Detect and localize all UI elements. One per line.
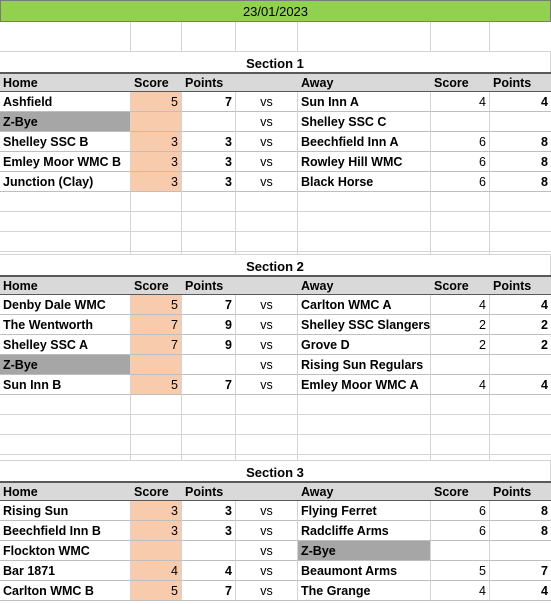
vs-cell[interactable]: vs [236, 112, 298, 132]
home-points-cell[interactable]: 7 [182, 295, 236, 315]
home-points-cell[interactable] [182, 355, 236, 375]
fixture-row [0, 172, 551, 192]
empty-cell[interactable] [490, 192, 551, 212]
away-team-cell[interactable]: Shelley SSC C [298, 112, 431, 132]
away-points-cell[interactable]: 8 [490, 501, 551, 521]
vs-cell[interactable]: vs [236, 92, 298, 112]
away-score-cell[interactable]: 4 [431, 375, 490, 395]
home-points-cell[interactable]: 3 [182, 172, 236, 192]
home-score-cell[interactable]: 3 [131, 152, 182, 172]
header-home[interactable]: Home [0, 277, 131, 295]
empty-cell[interactable] [298, 232, 431, 252]
home-team-cell[interactable]: Carlton WMC B [0, 581, 131, 601]
fixture-row [0, 132, 551, 152]
home-team-cell[interactable]: Rising Sun [0, 501, 131, 521]
away-points-cell[interactable] [490, 355, 551, 375]
header-away-score[interactable]: Score [431, 483, 490, 501]
empty-cell[interactable] [131, 192, 182, 212]
empty-cell[interactable] [431, 415, 490, 435]
home-team-cell[interactable]: Junction (Clay) [0, 172, 131, 192]
empty-cell[interactable] [131, 415, 182, 435]
fixture-row [0, 541, 551, 561]
empty-cell[interactable] [0, 395, 131, 415]
section-title-row [0, 255, 551, 275]
away-points-cell[interactable] [490, 112, 551, 132]
empty-cell[interactable] [298, 395, 431, 415]
away-score-cell[interactable] [431, 112, 490, 132]
away-points-cell[interactable]: 2 [490, 335, 551, 355]
section-title-row [0, 52, 551, 72]
away-team-cell[interactable]: Rising Sun Regulars [298, 355, 431, 375]
column-header-row [0, 72, 551, 92]
away-team-cell[interactable]: Flying Ferret [298, 501, 431, 521]
away-points-cell[interactable]: 8 [490, 172, 551, 192]
empty-cell[interactable] [490, 415, 551, 435]
home-points-cell[interactable]: 3 [182, 132, 236, 152]
away-points-cell[interactable]: 4 [490, 295, 551, 315]
empty-cell[interactable] [490, 395, 551, 415]
column-header-row [0, 481, 551, 501]
away-team-cell[interactable]: Beechfield Inn A [298, 132, 431, 152]
home-points-cell[interactable] [182, 112, 236, 132]
empty-cell[interactable] [236, 22, 298, 52]
away-team-cell[interactable]: Carlton WMC A [298, 295, 431, 315]
header-vs[interactable] [236, 483, 298, 501]
fixture-row [0, 501, 551, 521]
empty-cell[interactable] [182, 22, 236, 52]
empty-cell[interactable] [298, 435, 431, 455]
home-team-cell[interactable]: Beechfield Inn B [0, 521, 131, 541]
empty-cell[interactable] [236, 415, 298, 435]
empty-cell[interactable] [431, 435, 490, 455]
header-away[interactable]: Away [298, 277, 431, 295]
header-home-score[interactable]: Score [131, 483, 182, 501]
home-team-cell[interactable]: Emley Moor WMC B [0, 152, 131, 172]
away-team-cell[interactable]: Beaumont Arms [298, 561, 431, 581]
away-score-cell[interactable]: 6 [431, 152, 490, 172]
vs-cell[interactable]: vs [236, 375, 298, 395]
empty-cell[interactable] [182, 192, 236, 212]
vs-cell[interactable]: vs [236, 152, 298, 172]
empty-cell[interactable] [298, 212, 431, 232]
blank-row [0, 435, 551, 455]
header-away[interactable]: Away [298, 74, 431, 92]
header-home-score[interactable]: Score [131, 277, 182, 295]
home-score-cell[interactable]: 3 [131, 172, 182, 192]
away-score-cell[interactable] [431, 355, 490, 375]
section-title-row [0, 461, 551, 481]
home-points-cell[interactable]: 7 [182, 581, 236, 601]
away-score-cell[interactable]: 4 [431, 581, 490, 601]
away-score-cell[interactable]: 2 [431, 335, 490, 355]
away-score-cell[interactable]: 6 [431, 521, 490, 541]
vs-cell[interactable]: vs [236, 132, 298, 152]
empty-cell[interactable] [0, 22, 131, 52]
vs-cell[interactable]: vs [236, 501, 298, 521]
header-home-score[interactable]: Score [131, 74, 182, 92]
home-points-cell[interactable]: 9 [182, 335, 236, 355]
empty-cell[interactable] [431, 395, 490, 415]
blank-row [0, 192, 551, 212]
empty-cell[interactable] [131, 435, 182, 455]
vs-cell[interactable]: vs [236, 172, 298, 192]
empty-cell[interactable] [131, 22, 182, 52]
date-label: 23/01/2023 [242, 3, 309, 19]
home-score-cell[interactable] [131, 112, 182, 132]
home-points-cell[interactable]: 3 [182, 521, 236, 541]
home-team-cell[interactable]: Z-Bye [0, 112, 131, 132]
home-team-cell[interactable]: Flockton WMC [0, 541, 131, 561]
empty-cell[interactable] [182, 435, 236, 455]
vs-cell[interactable]: vs [236, 561, 298, 581]
empty-cell[interactable] [182, 232, 236, 252]
away-score-cell[interactable]: 2 [431, 315, 490, 335]
empty-cell[interactable] [431, 212, 490, 232]
away-team-cell[interactable]: Radcliffe Arms [298, 521, 431, 541]
home-points-cell[interactable]: 3 [182, 501, 236, 521]
away-points-cell[interactable]: 4 [490, 92, 551, 112]
fixture-row [0, 315, 551, 335]
vs-cell[interactable]: vs [236, 541, 298, 561]
section-title[interactable]: Section 2 [0, 255, 551, 275]
blank-row [0, 212, 551, 232]
away-points-cell[interactable]: 7 [490, 561, 551, 581]
empty-cell[interactable] [182, 212, 236, 232]
fixture-row [0, 152, 551, 172]
section-title[interactable]: Section 3 [0, 461, 551, 481]
away-team-cell[interactable]: Black Horse [298, 172, 431, 192]
away-score-cell[interactable] [431, 541, 490, 561]
header-away-points[interactable]: Points [490, 74, 551, 92]
away-points-cell[interactable] [490, 541, 551, 561]
header-away-score[interactable]: Score [431, 277, 490, 295]
home-points-cell[interactable]: 7 [182, 375, 236, 395]
fixture-row [0, 355, 551, 375]
away-score-cell[interactable]: 6 [431, 172, 490, 192]
empty-cell[interactable] [236, 192, 298, 212]
home-score-cell[interactable]: 3 [131, 132, 182, 152]
empty-cell[interactable] [236, 435, 298, 455]
away-team-cell[interactable]: Emley Moor WMC A [298, 375, 431, 395]
empty-cell[interactable] [0, 435, 131, 455]
away-points-cell[interactable]: 4 [490, 375, 551, 395]
vs-cell[interactable]: vs [236, 521, 298, 541]
fixture-row [0, 92, 551, 112]
empty-cell[interactable] [0, 415, 131, 435]
home-team-cell[interactable]: Ashfield [0, 92, 131, 112]
empty-cell[interactable] [0, 212, 131, 232]
vs-cell[interactable]: vs [236, 315, 298, 335]
empty-cell[interactable] [490, 212, 551, 232]
header-vs[interactable] [236, 74, 298, 92]
away-points-cell[interactable]: 4 [490, 581, 551, 601]
header-away-score[interactable]: Score [431, 74, 490, 92]
home-score-cell[interactable]: 5 [131, 375, 182, 395]
away-score-cell[interactable]: 6 [431, 501, 490, 521]
empty-cell[interactable] [182, 395, 236, 415]
empty-cell[interactable] [298, 192, 431, 212]
away-score-cell[interactable]: 4 [431, 92, 490, 112]
empty-cell[interactable] [298, 22, 431, 52]
home-score-cell[interactable]: 7 [131, 335, 182, 355]
empty-cell[interactable] [131, 232, 182, 252]
empty-cell[interactable] [236, 212, 298, 232]
home-points-cell[interactable]: 3 [182, 152, 236, 172]
away-team-cell[interactable]: The Grange [298, 581, 431, 601]
empty-cell[interactable] [0, 192, 131, 212]
empty-cell[interactable] [490, 232, 551, 252]
fixture-row [0, 375, 551, 395]
header-home-points[interactable]: Points [182, 483, 236, 501]
header-home-points[interactable]: Points [182, 74, 236, 92]
fixture-row [0, 112, 551, 132]
away-team-cell[interactable]: Z-Bye [298, 541, 431, 561]
home-points-cell[interactable]: 7 [182, 92, 236, 112]
home-score-cell[interactable]: 3 [131, 521, 182, 541]
blank-row [0, 232, 551, 252]
home-score-cell[interactable] [131, 541, 182, 561]
home-score-cell[interactable]: 7 [131, 315, 182, 335]
away-team-cell[interactable]: Sun Inn A [298, 92, 431, 112]
home-team-cell[interactable]: Denby Dale WMC [0, 295, 131, 315]
empty-cell[interactable] [431, 22, 490, 52]
header-home[interactable]: Home [0, 74, 131, 92]
away-team-cell[interactable]: Rowley Hill WMC [298, 152, 431, 172]
home-score-cell[interactable]: 5 [131, 581, 182, 601]
away-points-cell[interactable]: 2 [490, 315, 551, 335]
empty-cell[interactable] [0, 232, 131, 252]
away-score-cell[interactable]: 6 [431, 132, 490, 152]
fixture-row [0, 581, 551, 601]
header-vs[interactable] [236, 277, 298, 295]
vs-cell[interactable]: vs [236, 335, 298, 355]
away-team-cell[interactable]: Grove D [298, 335, 431, 355]
header-home[interactable]: Home [0, 483, 131, 501]
fixture-row [0, 335, 551, 355]
home-points-cell[interactable]: 9 [182, 315, 236, 335]
empty-cell[interactable] [490, 22, 551, 52]
header-away-points[interactable]: Points [490, 277, 551, 295]
empty-cell[interactable] [236, 395, 298, 415]
section-title[interactable]: Section 1 [0, 52, 551, 72]
fixture-row [0, 295, 551, 315]
header-away-points[interactable]: Points [490, 483, 551, 501]
empty-cell[interactable] [431, 192, 490, 212]
home-team-cell[interactable]: Shelley SSC A [0, 335, 131, 355]
home-points-cell[interactable] [182, 541, 236, 561]
away-team-cell[interactable]: Shelley SSC Slangers [298, 315, 431, 335]
home-score-cell[interactable]: 3 [131, 501, 182, 521]
away-score-cell[interactable]: 4 [431, 295, 490, 315]
column-header-row [0, 275, 551, 295]
empty-cell[interactable] [131, 395, 182, 415]
empty-cell[interactable] [298, 415, 431, 435]
away-points-cell[interactable]: 8 [490, 521, 551, 541]
home-points-cell[interactable]: 4 [182, 561, 236, 581]
header-away[interactable]: Away [298, 483, 431, 501]
empty-cell[interactable] [131, 212, 182, 232]
away-points-cell[interactable]: 8 [490, 132, 551, 152]
blank-row [0, 415, 551, 435]
home-team-cell[interactable]: Bar 1871 [0, 561, 131, 581]
home-team-cell[interactable]: Sun Inn B [0, 375, 131, 395]
empty-cell[interactable] [182, 415, 236, 435]
empty-cell[interactable] [431, 232, 490, 252]
fixture-row [0, 521, 551, 541]
home-team-cell[interactable]: The Wentworth [0, 315, 131, 335]
blank-row [0, 395, 551, 415]
empty-cell[interactable] [490, 435, 551, 455]
vs-cell[interactable]: vs [236, 295, 298, 315]
home-score-cell[interactable]: 5 [131, 295, 182, 315]
home-score-cell[interactable]: 4 [131, 561, 182, 581]
blank-row [0, 22, 551, 52]
fixture-row [0, 561, 551, 581]
home-team-cell[interactable]: Shelley SSC B [0, 132, 131, 152]
empty-cell[interactable] [236, 232, 298, 252]
date-banner[interactable] [0, 0, 551, 22]
vs-cell[interactable]: vs [236, 355, 298, 375]
away-score-cell[interactable]: 5 [431, 561, 490, 581]
header-home-points[interactable]: Points [182, 277, 236, 295]
away-points-cell[interactable]: 8 [490, 152, 551, 172]
home-team-cell[interactable]: Z-Bye [0, 355, 131, 375]
home-score-cell[interactable] [131, 355, 182, 375]
home-score-cell[interactable]: 5 [131, 92, 182, 112]
vs-cell[interactable]: vs [236, 581, 298, 601]
